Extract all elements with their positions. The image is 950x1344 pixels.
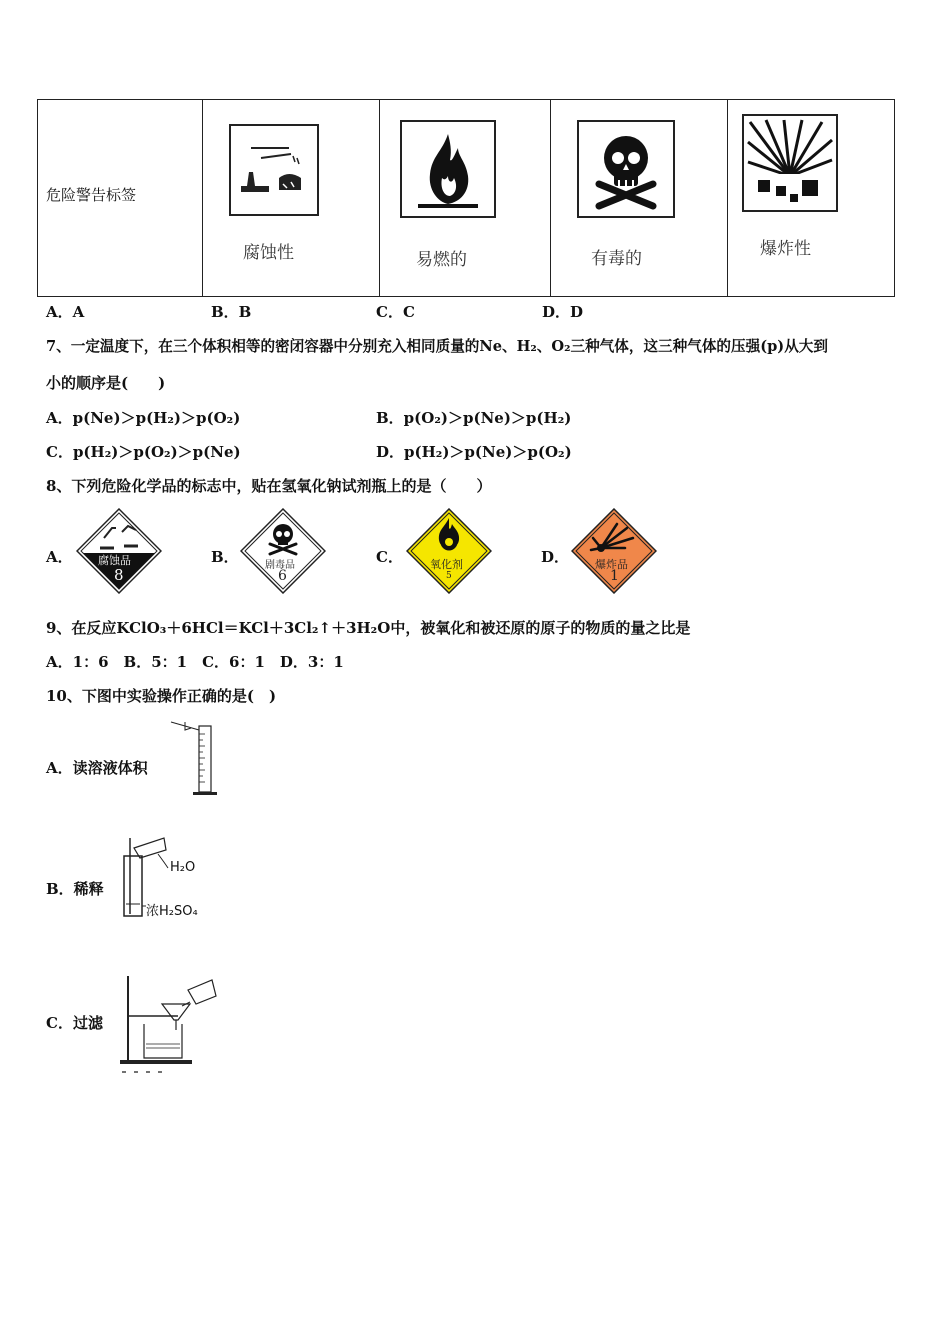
sign-cell-flammable bbox=[380, 100, 551, 297]
graduated-cylinder-icon bbox=[165, 718, 225, 798]
corrosive-icon bbox=[229, 124, 319, 216]
corrosive-diamond-icon[interactable] bbox=[76, 508, 162, 594]
q6-option-b[interactable]: B．B bbox=[211, 303, 252, 321]
water-label: H₂O bbox=[170, 860, 196, 875]
q8-option-b-letter[interactable]: B． bbox=[211, 548, 239, 566]
q7-option-b[interactable]: B．p(O₂)＞p(Ne)＞p(H₂) bbox=[376, 409, 572, 427]
acid-label: 浓H₂SO₄ bbox=[146, 904, 198, 919]
q7-question-line2: 小的顺序是( ) bbox=[46, 374, 166, 392]
sign-cell-corrosive bbox=[203, 100, 380, 297]
q8-option-c-letter[interactable]: C． bbox=[376, 548, 403, 566]
sign-cell-toxic bbox=[551, 100, 728, 297]
sign-caption: 有毒的 bbox=[591, 249, 642, 269]
diamond-label: 剧毒品 bbox=[265, 560, 295, 571]
q10-option-b[interactable]: B．稀释 bbox=[46, 880, 104, 898]
hazard-table bbox=[37, 99, 895, 297]
q9-options[interactable]: A．1：6 B．5：1 C．6：1 D．3：1 bbox=[46, 653, 344, 671]
q10-question: 10、下图中实验操作正确的是( ) bbox=[46, 687, 277, 705]
q7-question-line1: 7、一定温度下，在三个体积相等的密闭容器中分别充入相同质量的Ne、H₂、O₂三种气体，这三种气体的压强(p)从大到 bbox=[46, 338, 828, 355]
q7-option-c[interactable]: C．p(H₂)＞p(O₂)＞p(Ne) bbox=[46, 443, 241, 461]
diamond-number: 1 bbox=[610, 568, 619, 584]
diamond-label: 氧化剂 bbox=[430, 558, 463, 571]
explosion-icon bbox=[742, 114, 838, 212]
filtration-apparatus-icon bbox=[116, 972, 222, 1076]
diamond-number: 6 bbox=[278, 568, 287, 584]
flame-icon bbox=[400, 120, 496, 218]
sign-caption: 易燃的 bbox=[416, 250, 467, 270]
q10-option-c[interactable]: C．过滤 bbox=[46, 1014, 103, 1032]
q10-option-a[interactable]: A．读溶液体积 bbox=[46, 759, 148, 777]
diamond-label: 腐蚀品 bbox=[98, 554, 131, 567]
q8-question: 8、下列危险化学品的标志中，贴在氢氧化钠试剂瓶上的是（ ） bbox=[46, 477, 492, 495]
diamond-number: 5 bbox=[446, 571, 452, 581]
sign-cell-explosive bbox=[728, 100, 895, 297]
dilution-apparatus-icon bbox=[118, 834, 228, 924]
q9-question: 9、在反应KClO₃＋6HCl＝KCl＋3Cl₂↑＋3H₂O中，被氧化和被还原的原子的物质的量之比是 bbox=[46, 619, 691, 637]
diamond-label: 爆炸品 bbox=[595, 558, 628, 571]
oxidizer-diamond-icon[interactable] bbox=[406, 508, 492, 594]
skull-icon bbox=[577, 120, 675, 218]
row-label-cell bbox=[38, 100, 203, 297]
explosive-diamond-icon[interactable] bbox=[571, 508, 657, 594]
row-label: 危险警告标签 bbox=[46, 186, 137, 204]
sign-caption: 腐蚀性 bbox=[243, 243, 294, 263]
q8-option-a-letter[interactable]: A． bbox=[46, 548, 73, 566]
q6-option-c[interactable]: C．C bbox=[376, 303, 415, 321]
diamond-number: 8 bbox=[114, 566, 124, 584]
q6-option-a[interactable]: A．A bbox=[46, 303, 85, 321]
q7-option-a[interactable]: A．p(Ne)＞p(H₂)＞p(O₂) bbox=[46, 409, 241, 427]
toxic-diamond-icon[interactable] bbox=[240, 508, 326, 594]
sign-caption: 爆炸性 bbox=[760, 239, 811, 259]
q8-option-d-letter[interactable]: D． bbox=[541, 548, 570, 566]
q7-option-d[interactable]: D．p(H₂)＞p(Ne)＞p(O₂) bbox=[376, 443, 572, 461]
q6-option-d[interactable]: D．D bbox=[542, 303, 584, 321]
